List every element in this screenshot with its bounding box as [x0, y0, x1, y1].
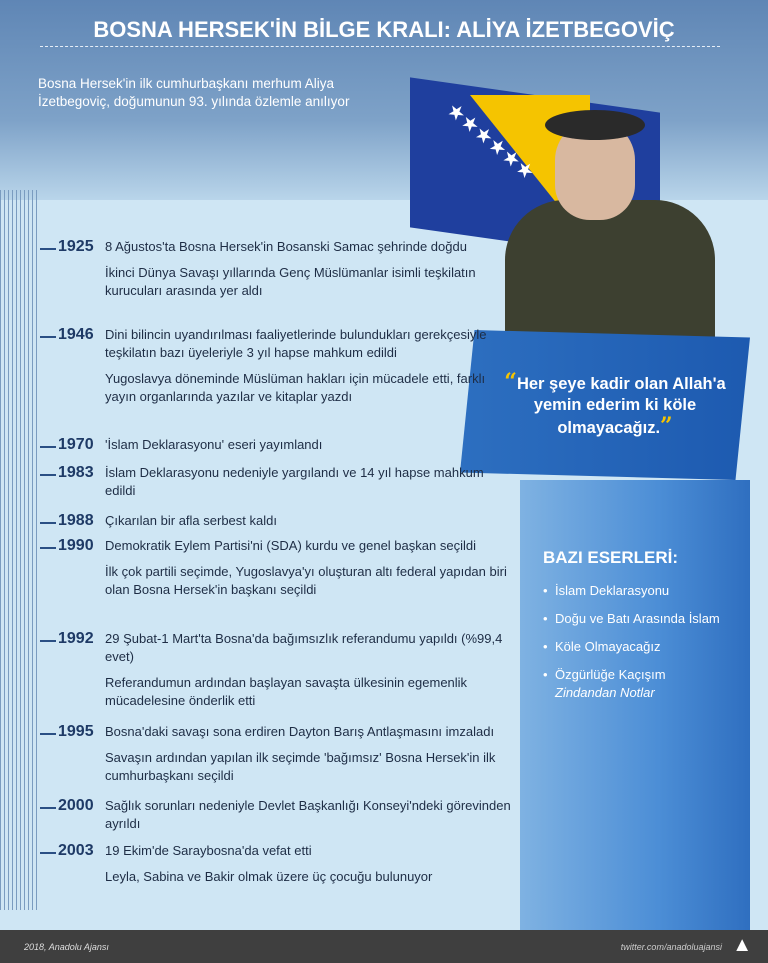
event-text: Çıkarılan bir afla serbest kaldı: [105, 513, 277, 528]
event-year: 1995: [58, 723, 94, 740]
event-text: Demokratik Eylem Partisi'ni (SDA) kurdu ve genel başkan seçildi: [105, 538, 476, 553]
timeline-connector: [40, 640, 56, 642]
event-year: 1983: [58, 464, 94, 481]
event-texts: [105, 238, 517, 300]
event-texts: [105, 512, 517, 530]
works-heading: BAZI ESERLERİ:: [543, 548, 679, 567]
timeline-event: [0, 842, 520, 886]
work-subtitle: Zindandan Notlar: [555, 685, 655, 700]
page-title: BOSNA HERSEK'İN BİLGE KRALI: ALİYA İZETBEGOVİÇ: [93, 17, 675, 42]
timeline-connector: [40, 522, 56, 524]
title-divider: [40, 46, 720, 47]
twitter-link[interactable]: twitter.com/anadoluajansi: [620, 942, 722, 952]
timeline-event: [0, 797, 520, 833]
event-text: Sağlık sorunları nedeniyle Devlet Başkanlığı Konseyi'ndeki görevinden ayrıldı: [105, 798, 511, 831]
timeline-event: [0, 238, 520, 300]
work-item: • Doğu ve Batı Arasında İslam: [543, 610, 733, 628]
timeline-event: [0, 512, 520, 530]
event-text: Referandumun ardından başlayan savaşta ülkesinin egemenlik mücadelesine önderlik etti: [105, 675, 468, 708]
event-year: 2000: [58, 797, 94, 814]
event-text: 29 Şubat-1 Mart'ta Bosna'da bağımsızlık referandumu yapıldı (%99,4 evet): [105, 631, 503, 664]
portrait: [505, 110, 715, 350]
work-item: • İslam Deklarasyonu: [543, 582, 733, 600]
timeline-event: [0, 723, 520, 785]
event-text: 8 Ağustos'ta Bosna Hersek'in Bosanski Samac şehrinde doğdu: [105, 239, 467, 254]
open-quote-icon: “: [504, 369, 517, 395]
timeline-event: [0, 630, 520, 710]
work-item: [543, 666, 733, 702]
quote-text: Her şeye kadir olan Allah'a yemin ederim ki köle olmayacağız.: [516, 375, 726, 437]
timeline-connector: [40, 446, 56, 448]
timeline-connector: [40, 248, 56, 250]
timeline-connector: [40, 547, 56, 549]
event-texts: [105, 464, 517, 500]
event-texts: [105, 723, 517, 785]
event-texts: [105, 797, 517, 833]
quote: [500, 369, 730, 439]
timeline-event: [0, 436, 520, 454]
close-quote-icon: ”: [660, 413, 673, 439]
timeline-connector: [40, 807, 56, 809]
timeline-connector: [40, 336, 56, 338]
event-texts: [105, 436, 517, 454]
event-texts: [105, 630, 517, 710]
event-text: 19 Ekim'de Saraybosna'da vefat etti: [105, 843, 312, 858]
event-texts: [105, 537, 517, 599]
subtitle: Bosna Hersek'in ilk cumhurbaşkanı merhum Aliya İzetbegoviç, doğumunun 93. yılında özlemle anılıyor: [38, 76, 350, 109]
timeline-connector: [40, 733, 56, 735]
event-year: 1992: [58, 630, 94, 647]
timeline-event: [0, 326, 520, 406]
event-year: 1970: [58, 436, 94, 453]
event-text: Leyla, Sabina ve Bakir olmak üzere üç çocuğu bulunuyor: [105, 869, 433, 884]
event-text: Yugoslavya döneminde Müslüman hakları için mücadele etti, farklı yayın organlarında yazılar ve kitaplar yazdı: [105, 371, 486, 404]
event-texts: [105, 842, 517, 886]
event-text: İlk çok partili seçimde, Yugoslavya'yı oluşturan altı federal yapıdan biri olan Bosna Hersek'in başkanı seçildi: [105, 564, 507, 597]
timeline-event: [0, 537, 520, 599]
event-text: 'İslam Deklarasyonu' eseri yayımlandı: [105, 437, 323, 452]
event-text: Bosna'daki savaşı sona erdiren Dayton Barış Antlaşmasını imzaladı: [105, 724, 495, 739]
timeline-event: [0, 464, 520, 500]
footer: [0, 930, 768, 963]
event-texts: [105, 326, 517, 406]
timeline-connector: [40, 852, 56, 854]
timeline-connector: [40, 474, 56, 476]
event-year: 2003: [58, 842, 94, 859]
event-text: İslam Deklarasyonu nedeniyle yargılandı ve 14 yıl hapse mahkum edildi: [105, 465, 484, 498]
aa-logo-icon: ▲: [732, 934, 752, 956]
copyright: 2018, Anadolu Ajansı: [24, 942, 109, 952]
event-text: İkinci Dünya Savaşı yıllarında Genç Müslümanlar isimli teşkilatın kurucuları arasında yer aldı: [105, 265, 476, 298]
work-title: Özgürlüğe Kaçışım: [555, 667, 666, 682]
event-year: 1988: [58, 512, 94, 529]
portrait-beret: [545, 110, 645, 140]
works-section: [543, 548, 733, 712]
portrait-coat: [505, 200, 715, 350]
event-text: Dini bilincin uyandırılması faaliyetlerinde bulundukları gerekçesiyle teşkilatın bazı üyeleriyle 3 yıl hapse mahkum edildi: [105, 327, 487, 360]
event-text: Savaşın ardından yapılan ilk seçimde 'bağımsız' Bosna Hersek'in ilk cumhurbaşkanı seçildi: [105, 750, 496, 783]
works-list: [543, 582, 733, 702]
event-year: 1990: [58, 537, 94, 554]
event-year: 1946: [58, 326, 94, 343]
work-item: • Köle Olmayacağız: [543, 638, 733, 656]
event-year: 1925: [58, 238, 94, 255]
